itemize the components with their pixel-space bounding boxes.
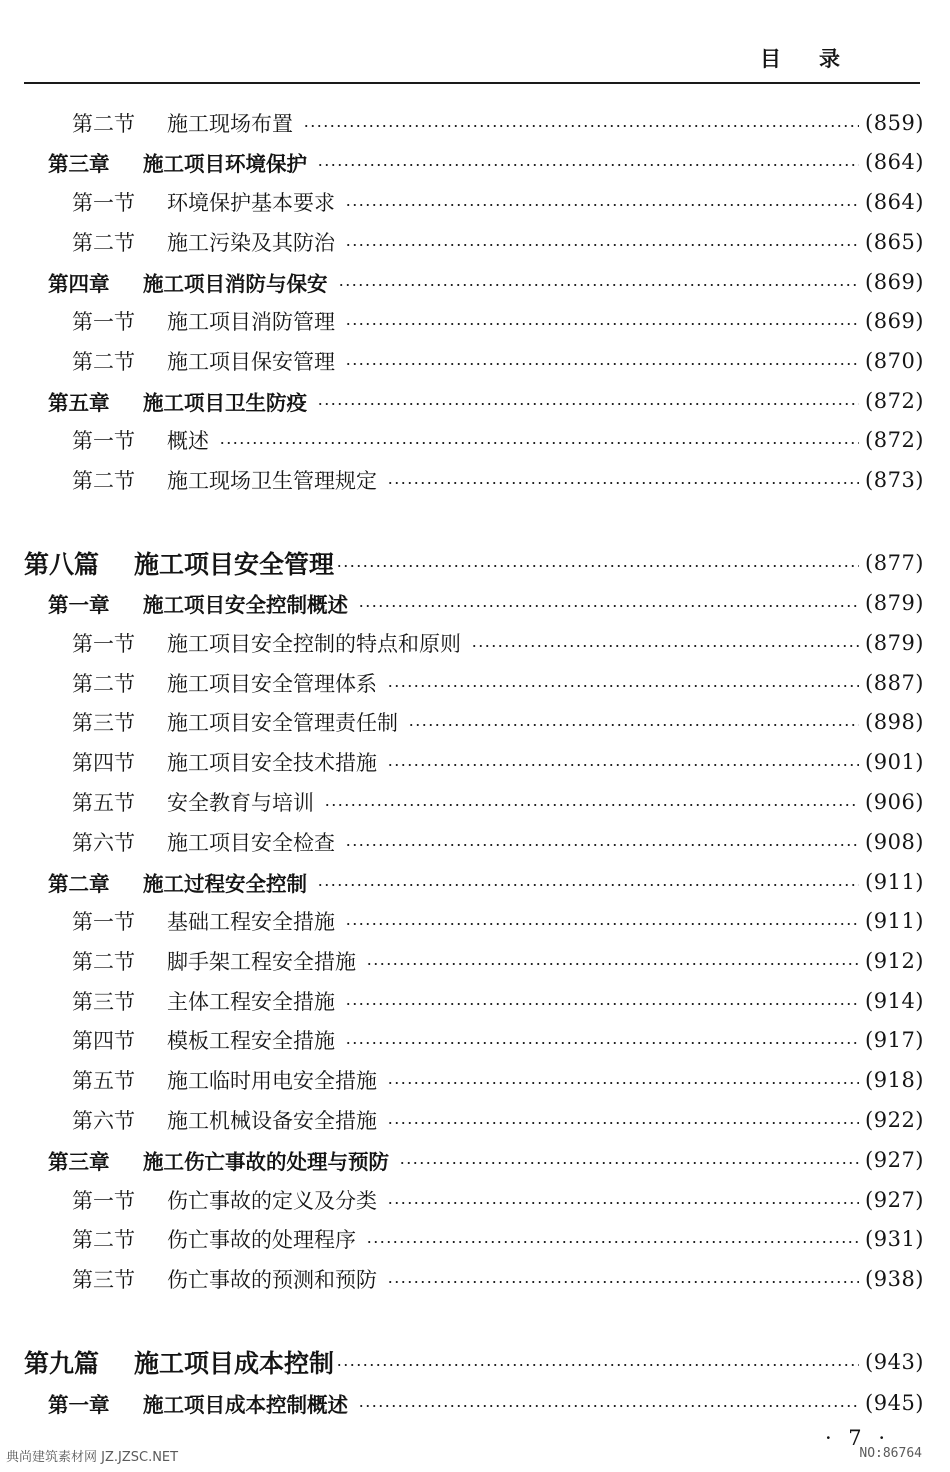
toc-entry-page-number: (943) xyxy=(865,1350,924,1374)
toc-entry-title: 施工污染及其防治 xyxy=(167,231,335,255)
toc-entry-page-number: (917) xyxy=(865,1028,924,1052)
dot-leader xyxy=(336,565,859,567)
toc-entry-number: 第一章 xyxy=(48,1393,110,1417)
toc-entry-section[interactable] xyxy=(0,704,924,740)
toc-entry-page-number: (945) xyxy=(865,1391,924,1415)
page-number: · 7 · xyxy=(824,1426,890,1450)
dot-leader xyxy=(471,645,859,647)
toc-entry-title: 伤亡事故的预测和预防 xyxy=(167,1268,377,1292)
toc-entry-section[interactable] xyxy=(0,1221,924,1257)
toc-entry-title: 伤亡事故的处理程序 xyxy=(167,1228,356,1252)
toc-entry-section[interactable] xyxy=(0,1182,924,1218)
toc-entry-page-number: (938) xyxy=(865,1267,924,1291)
toc-entry-page-number: (879) xyxy=(865,631,924,655)
toc-entry-number: 第二节 xyxy=(72,1228,135,1252)
toc-entry-number: 第九篇 xyxy=(24,1349,100,1378)
dot-leader xyxy=(345,323,859,325)
toc-entry-title: 施工伤亡事故的处理与预防 xyxy=(143,1150,389,1174)
toc-entry-chapter[interactable] xyxy=(0,383,924,419)
toc-entry-page-number: (898) xyxy=(865,710,924,734)
toc-entry-number: 第八篇 xyxy=(24,550,100,579)
dot-leader xyxy=(387,685,859,687)
toc-entry-title: 施工临时用电安全措施 xyxy=(167,1069,377,1093)
toc-entry-title: 施工项目消防管理 xyxy=(167,310,335,334)
toc-entry-section[interactable] xyxy=(0,462,924,498)
toc-entry-page-number: (879) xyxy=(865,591,924,615)
toc-entry-chapter[interactable] xyxy=(0,1385,924,1421)
toc-entry-number: 第二节 xyxy=(72,350,135,374)
toc-entry-title: 施工机械设备安全措施 xyxy=(167,1109,377,1133)
toc-entry-number: 第二节 xyxy=(72,112,135,136)
toc-entry-section[interactable] xyxy=(0,665,924,701)
toc-entry-section[interactable] xyxy=(0,625,924,661)
toc-entry-title: 施工现场布置 xyxy=(167,112,293,136)
watermark-id: NO:86764 xyxy=(859,1446,922,1461)
toc-entry-title: 施工项目安全技术措施 xyxy=(167,751,377,775)
toc-entry-title: 施工项目安全控制的特点和原则 xyxy=(167,632,461,656)
dot-leader xyxy=(345,244,859,246)
dot-leader xyxy=(219,442,859,444)
toc-entry-number: 第六节 xyxy=(72,831,135,855)
toc-entry-page-number: (927) xyxy=(865,1188,924,1212)
toc-entry-page-number: (870) xyxy=(865,349,924,373)
toc-entry-title: 脚手架工程安全措施 xyxy=(167,950,356,974)
toc-entry-part[interactable] xyxy=(0,542,924,584)
toc-entry-page-number: (931) xyxy=(865,1227,924,1251)
dot-leader xyxy=(345,204,859,206)
toc-entry-chapter[interactable] xyxy=(0,264,924,300)
toc-entry-number: 第五节 xyxy=(72,791,135,815)
toc-entry-chapter[interactable] xyxy=(0,144,924,180)
dot-leader xyxy=(317,403,859,405)
toc-entry-section[interactable] xyxy=(0,343,924,379)
toc-entry-page-number: (922) xyxy=(865,1108,924,1132)
toc-entry-title: 施工项目安全检查 xyxy=(167,831,335,855)
toc-entry-section[interactable] xyxy=(0,1261,924,1297)
dot-leader xyxy=(345,1042,859,1044)
toc-entry-section[interactable] xyxy=(0,1062,924,1098)
toc-entry-title: 安全教育与培训 xyxy=(167,791,314,815)
toc-entry-title: 环境保护基本要求 xyxy=(167,191,335,215)
dot-leader xyxy=(345,844,859,846)
toc-entry-section[interactable] xyxy=(0,943,924,979)
toc-entry-title: 施工项目环境保护 xyxy=(143,152,307,176)
toc-entry-number: 第一节 xyxy=(72,429,135,453)
toc-entry-number: 第五章 xyxy=(48,391,110,415)
toc-entry-page-number: (914) xyxy=(865,989,924,1013)
toc-entry-chapter[interactable] xyxy=(0,1142,924,1178)
header-rule xyxy=(24,82,920,84)
toc-entry-page-number: (869) xyxy=(865,309,924,333)
dot-leader xyxy=(387,1281,859,1283)
toc-entry-page-number: (865) xyxy=(865,230,924,254)
toc-entry-chapter[interactable] xyxy=(0,585,924,621)
toc-entry-title: 主体工程安全措施 xyxy=(167,990,335,1014)
toc-entry-section[interactable] xyxy=(0,983,924,1019)
toc-entry-number: 第一节 xyxy=(72,1189,135,1213)
toc-entry-number: 第二节 xyxy=(72,950,135,974)
toc-entry-section[interactable] xyxy=(0,784,924,820)
toc-entry-number: 第四节 xyxy=(72,1029,135,1053)
toc-entry-title: 模板工程安全措施 xyxy=(167,1029,335,1053)
toc-entry-title: 施工项目成本控制 xyxy=(134,1349,335,1378)
toc-entry-page-number: (864) xyxy=(865,190,924,214)
toc-entry-page-number: (877) xyxy=(865,551,924,575)
toc-entry-page-number: (873) xyxy=(865,468,924,492)
dot-leader xyxy=(358,605,859,607)
toc-entry-page-number: (918) xyxy=(865,1068,924,1092)
toc-entry-number: 第一节 xyxy=(72,910,135,934)
dot-leader xyxy=(317,884,859,886)
toc-entry-page-number: (912) xyxy=(865,949,924,973)
running-header-title: 目录 xyxy=(760,47,878,71)
toc-entry-title: 概述 xyxy=(167,429,209,453)
dot-leader xyxy=(358,1405,859,1407)
toc-entry-page-number: (872) xyxy=(865,428,924,452)
toc-entry-number: 第三章 xyxy=(48,1150,110,1174)
toc-entry-number: 第五节 xyxy=(72,1069,135,1093)
toc-entry-title: 施工项目安全管理体系 xyxy=(167,672,377,696)
toc-entry-number: 第一节 xyxy=(72,310,135,334)
toc-entry-page-number: (911) xyxy=(865,870,924,894)
dot-leader xyxy=(387,1202,859,1204)
dot-leader xyxy=(345,1003,859,1005)
toc-entry-section[interactable] xyxy=(0,422,924,458)
toc-entry-page-number: (869) xyxy=(865,270,924,294)
toc-entry-number: 第一节 xyxy=(72,632,135,656)
toc-entry-title: 施工过程安全控制 xyxy=(143,872,307,896)
toc-entry-page-number: (906) xyxy=(865,790,924,814)
toc-entry-title: 施工项目消防与保安 xyxy=(143,272,328,296)
toc-entry-page-number: (864) xyxy=(865,150,924,174)
dot-leader xyxy=(366,1241,859,1243)
toc-entry-section[interactable] xyxy=(0,1022,924,1058)
toc-entry-page-number: (908) xyxy=(865,830,924,854)
toc-entry-chapter[interactable] xyxy=(0,864,924,900)
toc-entry-title: 伤亡事故的定义及分类 xyxy=(167,1189,377,1213)
watermark-site: 典尚建筑素材网 JZ.JZSC.NET xyxy=(6,1450,179,1465)
toc-entry-number: 第四章 xyxy=(48,272,110,296)
toc-entry-number: 第一章 xyxy=(48,593,110,617)
toc-entry-title: 施工现场卫生管理规定 xyxy=(167,469,377,493)
dot-leader xyxy=(399,1162,859,1164)
dot-leader xyxy=(366,963,859,965)
toc-entry-title: 施工项目安全管理责任制 xyxy=(167,711,398,735)
toc-entry-title: 施工项目卫生防疫 xyxy=(143,391,307,415)
toc-entry-number: 第一节 xyxy=(72,191,135,215)
toc-entry-title: 施工项目保安管理 xyxy=(167,350,335,374)
dot-leader xyxy=(387,764,859,766)
toc-entry-section[interactable] xyxy=(0,903,924,939)
toc-entry-section[interactable] xyxy=(0,303,924,339)
dot-leader xyxy=(324,804,859,806)
toc-entry-number: 第三节 xyxy=(72,1268,135,1292)
toc-entry-number: 第二节 xyxy=(72,672,135,696)
toc-entry-number: 第二节 xyxy=(72,231,135,255)
toc-entry-title: 施工项目安全管理 xyxy=(134,550,335,579)
toc-entry-number: 第三节 xyxy=(72,711,135,735)
dot-leader xyxy=(336,1364,859,1366)
toc-entry-number: 第三节 xyxy=(72,990,135,1014)
toc-entry-section[interactable] xyxy=(0,824,924,860)
dot-leader xyxy=(317,164,859,166)
dot-leader xyxy=(387,482,859,484)
toc-entry-title: 施工项目成本控制概述 xyxy=(143,1393,348,1417)
toc-entry-page-number: (911) xyxy=(865,909,924,933)
toc-entry-page-number: (872) xyxy=(865,389,924,413)
dot-leader xyxy=(345,923,859,925)
dot-leader xyxy=(303,125,859,127)
toc-entry-page-number: (901) xyxy=(865,750,924,774)
dot-leader xyxy=(345,363,859,365)
toc-entry-number: 第二章 xyxy=(48,872,110,896)
toc-entry-page-number: (927) xyxy=(865,1148,924,1172)
dot-leader xyxy=(387,1122,859,1124)
toc-entry-number: 第二节 xyxy=(72,469,135,493)
dot-leader xyxy=(387,1082,859,1084)
dot-leader xyxy=(338,284,860,286)
toc-entry-section[interactable] xyxy=(0,1102,924,1138)
toc-entry-number: 第六节 xyxy=(72,1109,135,1133)
toc-entry-section[interactable] xyxy=(0,105,924,141)
toc-entry-title: 施工项目安全控制概述 xyxy=(143,593,348,617)
toc-entry-page-number: (887) xyxy=(865,671,924,695)
toc-entry-section[interactable] xyxy=(0,184,924,220)
toc-entry-part[interactable] xyxy=(0,1341,924,1383)
toc-entry-section[interactable] xyxy=(0,744,924,780)
dot-leader xyxy=(408,724,859,726)
toc-entry-section[interactable] xyxy=(0,224,924,260)
toc-entry-number: 第四节 xyxy=(72,751,135,775)
toc-entry-title: 基础工程安全措施 xyxy=(167,910,335,934)
toc-entry-page-number: (859) xyxy=(865,111,924,135)
toc-entry-number: 第三章 xyxy=(48,152,110,176)
